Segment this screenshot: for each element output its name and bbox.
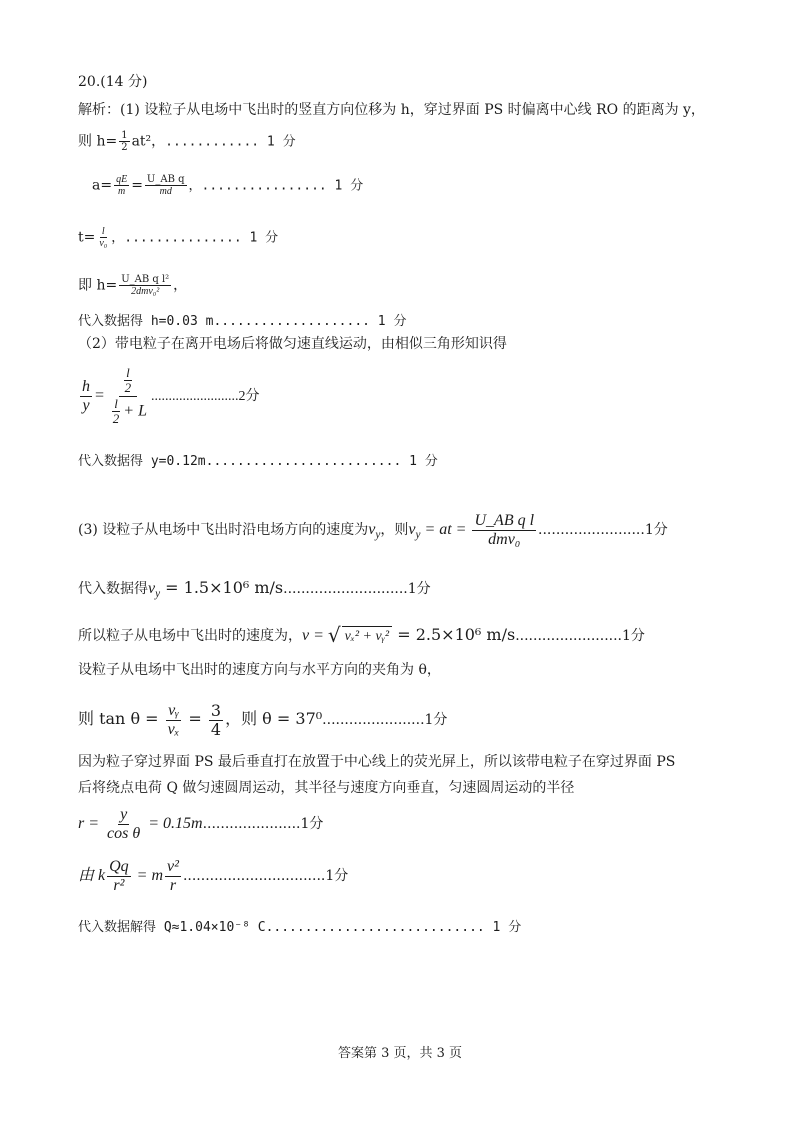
vy-symbol: $v_y$ — [148, 580, 161, 601]
page-footer: 答案第 3 页，共 3 页 — [337, 1046, 463, 1061]
frac-den: 4 — [210, 719, 222, 739]
frac-den — [107, 397, 149, 427]
a-eq-prefix: a= — [92, 177, 113, 194]
equals-sign: = — [183, 709, 207, 729]
part3-force-formula — [78, 858, 348, 894]
three-quarters-fraction — [209, 702, 223, 738]
part3-paragraph-line1: 因为粒子穿过界面 PS 最后垂直打在放置于中心线上的荧光屏上，所以该带电粒子在穿过界面 PS — [78, 754, 676, 770]
frac-num: Qq — [109, 858, 129, 875]
t-eq-prefix: t= — [78, 229, 96, 246]
frac-den: m — [118, 186, 126, 197]
frac-num: U_AB q l — [474, 512, 535, 529]
score-dots: ，................ 1 分 — [188, 178, 364, 194]
vy-text: (3) 设粒子从电场中飞出时沿电场方向的速度为 — [78, 522, 369, 539]
equals-m: = m — [132, 867, 164, 885]
frac-den: dmv₀ — [488, 530, 521, 548]
half-fraction — [119, 130, 129, 153]
score-dots: ......................1分 — [202, 816, 324, 833]
frac-den: 2 — [112, 410, 120, 426]
frac-den: 2 — [121, 142, 128, 153]
frac-den: cos θ — [107, 824, 141, 842]
tan-prefix: 则 tan θ = — [78, 709, 164, 729]
score-dots: ............................1分 — [283, 581, 431, 597]
result-text: 代入数据得 — [78, 581, 148, 597]
part3-speed-formula — [78, 625, 645, 647]
uab-q-over-md-fraction — [145, 174, 187, 197]
part1-intro: 解析：(1) 设粒子从电场中飞出时的竖直方向位移为 h，穿过界面 PS 时偏离中心线 RO 的距离为 y， — [78, 102, 705, 118]
score-dots: ............ 1 分 — [165, 134, 296, 150]
comma: ， — [173, 277, 188, 294]
vy-symbol: $v_y$ — [368, 521, 381, 542]
y-over-cos-fraction — [105, 806, 142, 842]
part3-tan-formula — [78, 702, 447, 738]
v-eq: v = — [302, 627, 328, 644]
frac-den: r — [169, 876, 177, 894]
frac-den: 2 — [124, 380, 132, 396]
vy-fraction — [472, 512, 536, 548]
part3-vy-result — [78, 578, 431, 604]
part1-result: 代入数据得 h=0.03 m.................... 1 分 — [78, 314, 407, 329]
frac-den: vₓ — [167, 720, 180, 738]
frac-num: 1 — [121, 130, 128, 141]
score-dots: .......................1分 — [322, 712, 448, 729]
ratio-fraction — [107, 366, 149, 426]
part1-h-result-formula — [78, 274, 187, 297]
score-dots: ................................1分 — [182, 868, 349, 885]
frac-num: vᵧ — [168, 702, 179, 719]
frac-num: 3 — [210, 701, 222, 720]
v2-over-r-fraction — [165, 858, 181, 894]
ji-prefix: 即 h= — [78, 277, 118, 294]
qq-over-r2-fraction — [107, 858, 131, 894]
frac-num: v² — [167, 858, 179, 875]
frac-den: r² — [113, 876, 125, 894]
part3-paragraph-line2: 后将绕点电荷 Q 做匀速圆周运动，其半径与速度方向垂直，匀速圆周运动的半径 — [78, 780, 575, 796]
then-text: ，则 — [380, 522, 409, 539]
vy-symbol: $v_y$ — [408, 521, 421, 542]
frac-den: v₀ — [99, 238, 108, 249]
frac-den: y — [82, 396, 90, 414]
h-over-y-fraction — [80, 378, 92, 414]
l-half-fraction — [123, 366, 134, 396]
speed-value: = 2.5×10⁶ m/s — [392, 625, 516, 644]
h-eq-prefix: 则 h= — [78, 133, 118, 150]
sqrt-icon: √ — [327, 623, 341, 647]
part3-angle-intro: 设粒子从电场中飞出时的速度方向与水平方向的夹角为 θ， — [78, 662, 441, 678]
frac-num: U_AB q — [146, 174, 185, 185]
equals-sign: = — [131, 177, 143, 194]
speed-text: 所以粒子从电场中飞出时的速度为， — [78, 628, 302, 644]
part1-h-formula — [78, 130, 296, 153]
part3-final-result: 代入数据解得 Q≈1.04×10⁻⁸ C............................ 1 分 — [78, 920, 522, 935]
similar-triangle-formula — [78, 366, 260, 426]
k-prefix: 由 k — [78, 867, 106, 885]
l-over-v0-fraction — [97, 226, 109, 249]
score-dots: .........................2分 — [151, 388, 260, 404]
plus-L: + L — [123, 402, 147, 420]
qe-over-m-fraction — [114, 174, 129, 197]
frac-num: qE — [116, 174, 128, 185]
theta-result: ，则 θ = 37⁰ — [225, 709, 323, 729]
score-dots: ........................1分 — [538, 522, 668, 539]
frac-den: md — [159, 186, 172, 197]
vy-value: = 1.5×10⁶ m/s — [160, 578, 284, 597]
part2-intro: （2）带电粒子在离开电场后将做匀速直线运动，由相似三角形知识得 — [78, 336, 507, 352]
frac-num: l — [114, 395, 118, 411]
frac-num: l — [101, 226, 105, 237]
l-half-fraction — [111, 397, 122, 427]
part3-vy-formula — [78, 512, 668, 548]
question-header: 20.(14 分) — [78, 74, 148, 90]
score-dots: ，............... 1 分 — [111, 230, 279, 246]
h-expression-fraction — [119, 274, 171, 297]
h-eq-rest: at²， — [131, 133, 166, 150]
sqrt-content: vₓ² + vᵧ² — [342, 626, 392, 647]
radius-value: = 0.15m — [144, 815, 203, 833]
part1-a-formula — [92, 174, 363, 197]
vy-eq: = at = — [420, 521, 471, 539]
frac-num — [119, 366, 138, 397]
equals-sign: = — [94, 386, 105, 404]
frac-den: 2dmv₀² — [131, 286, 160, 297]
r-eq: r = — [78, 815, 104, 833]
part3-radius-formula — [78, 806, 323, 842]
frac-num: U_AB q l² — [121, 274, 170, 285]
score-dots: ........................1分 — [515, 628, 645, 644]
frac-num: l — [126, 365, 130, 380]
part1-t-formula — [78, 226, 278, 249]
frac-num: y — [120, 806, 128, 823]
vy-over-vx-fraction — [166, 702, 182, 738]
part2-result: 代入数据得 y=0.12m......................... 1 分 — [78, 454, 438, 469]
frac-num: h — [82, 378, 90, 395]
